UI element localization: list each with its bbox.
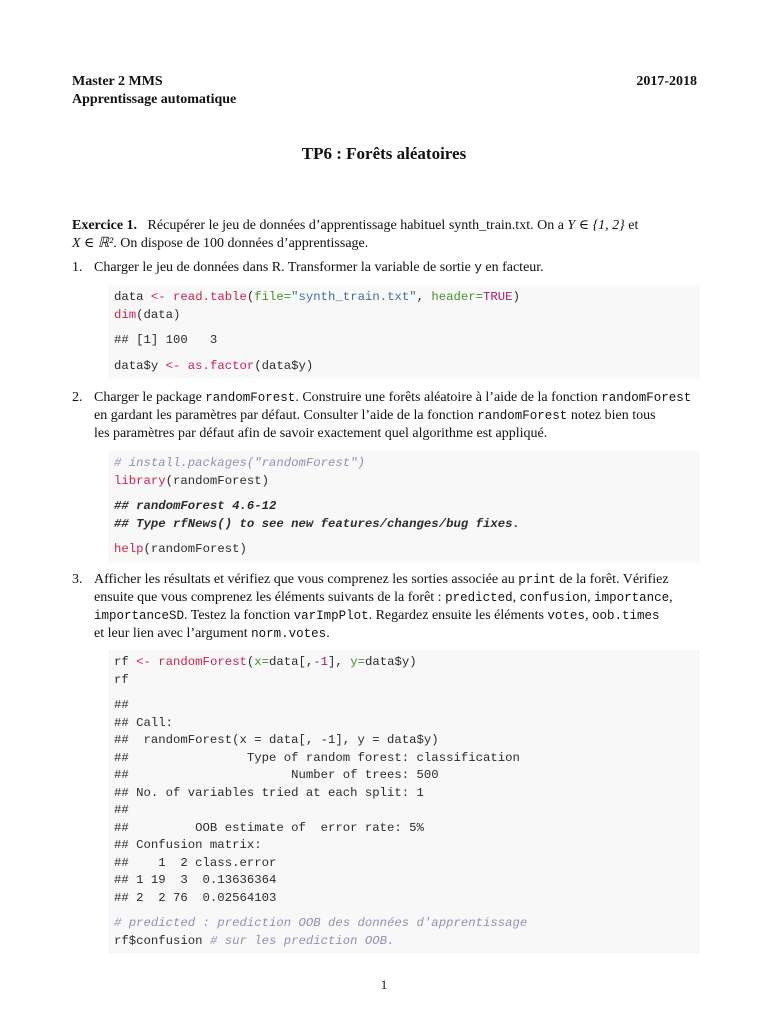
code-token: file=: [254, 290, 292, 304]
code-token: (: [246, 290, 255, 304]
item-text: les paramètres par défaut afin de savoir exactement quel algorithme est appliqué.: [94, 426, 548, 441]
inline-code: y: [474, 261, 482, 275]
code-token: as.factor: [180, 358, 255, 373]
code-token: help: [114, 542, 144, 556]
course-name: Master 2 MMS: [72, 74, 163, 89]
code-output: ## randomForest 4.6-12: [114, 499, 277, 513]
code-block-3: [108, 650, 700, 954]
math-y: Y ∈ {1, 2}: [567, 218, 625, 233]
exercise-text-b: et: [624, 218, 639, 233]
list-item-3: [72, 571, 714, 643]
code-output: ## 1 2 class.error: [114, 855, 277, 870]
code-token: (: [246, 655, 255, 669]
code-output: ## 2 2 76 0.02564103: [114, 890, 277, 905]
code-output: ## Call:: [114, 715, 174, 730]
code-output: ## [1] 100 3: [114, 333, 218, 347]
exercise-label: Exercice 1.: [72, 218, 138, 233]
inline-code: importanceSD: [94, 609, 185, 623]
inline-code: importance: [594, 591, 670, 605]
code-token: "synth_train.txt": [291, 290, 417, 304]
code-token: <-: [150, 290, 166, 304]
item-number: 2.: [72, 390, 83, 405]
code-output: ## No. of variables tried at each split: 1: [114, 785, 424, 800]
code-output: ## Confusion matrix:: [114, 838, 262, 852]
list-item-1: [72, 259, 714, 277]
item-text: Afficher les résultats et vérifiez que vous comprenez les sorties associée au: [94, 572, 519, 587]
code-token: <-: [136, 655, 151, 669]
code-output: ## randomForest(x = data[, -1], y = data$y): [114, 733, 439, 747]
code-token: dim: [114, 307, 137, 322]
inline-code: randomForest: [477, 409, 568, 423]
code-comment: # sur les prediction OOB.: [209, 933, 395, 948]
code-token: data$y): [364, 655, 417, 669]
item-text: . Testez la fonction: [184, 608, 294, 623]
code-output: ## Number of trees: 500: [114, 768, 439, 782]
item-text: ,: [587, 590, 595, 605]
code-token: -1: [313, 655, 329, 669]
code-token: rf: [114, 655, 137, 669]
code-output: ##: [114, 698, 129, 712]
item-text: . Construire une forêts aléatoire à l’aide de la fonction: [295, 390, 602, 405]
code-block-2: [108, 451, 700, 563]
page-number: 1: [380, 977, 388, 992]
inline-code: varImpPlot: [293, 609, 369, 623]
page-header: [72, 73, 697, 109]
code-token: (randomForest): [165, 473, 269, 488]
exercise-intro: [72, 217, 697, 253]
item-text: et leur lien avec l’argument: [94, 626, 252, 641]
inline-code: votes: [547, 609, 585, 623]
code-output: ##: [114, 803, 129, 817]
inline-code: oob.times: [591, 609, 660, 623]
item-text: notez bien tous: [567, 408, 656, 423]
exercise-text-c: . On dispose de 100 données d’apprentissage.: [113, 236, 369, 251]
code-token: rf$confusion: [114, 933, 210, 948]
item-text: Charger le jeu de données dans R. Transformer la variable de sortie: [94, 260, 475, 275]
code-token: rf: [114, 672, 129, 687]
item-number: 3.: [72, 572, 83, 587]
code-token: (data$y): [254, 358, 314, 373]
item-text: en facteur.: [481, 260, 544, 275]
exercise-text-a: Récupérer le jeu de données d’apprentissage habituel synth_train.txt. On a: [147, 218, 568, 233]
code-token: ,: [416, 290, 432, 304]
inline-code: randomForest: [205, 391, 296, 405]
item-text: ,: [512, 590, 520, 605]
item-text: . Regardez ensuite les éléments: [368, 608, 548, 623]
code-output: ## Type of random forest: classification: [114, 750, 520, 765]
academic-year: 2017-2018: [636, 74, 697, 89]
code-token: data[,: [269, 655, 314, 669]
code-token: library: [114, 473, 166, 488]
code-block-1: [108, 285, 700, 379]
code-token: TRUE: [483, 290, 513, 304]
code-token: (randomForest): [143, 542, 247, 556]
item-number: 1.: [72, 260, 83, 275]
item-text: .: [326, 626, 330, 641]
code-comment: # predicted : prediction OOB des données d'apprentissage: [114, 916, 528, 930]
code-token: data: [114, 290, 151, 304]
code-output: ## 1 19 3 0.13636364: [114, 873, 277, 887]
inline-code: norm.votes: [251, 627, 327, 641]
code-token: x=: [254, 655, 269, 669]
inline-code: randomForest: [601, 391, 692, 405]
code-output: ## Type rfNews() to see new features/changes/bug fixes.: [114, 516, 520, 531]
code-token: ],: [328, 655, 351, 669]
inline-code: confusion: [519, 591, 588, 605]
code-token: (data): [136, 307, 181, 322]
item-text: en gardant les paramètres par défaut. Consulter l’aide de la fonction: [94, 408, 478, 423]
code-token: randomForest: [150, 655, 247, 669]
code-output: ## OOB estimate of error rate: 5%: [114, 820, 424, 835]
code-comment: # install.packages("randomForest"): [114, 456, 365, 470]
subject-name: Apprentissage automatique: [72, 92, 237, 107]
code-token: ): [512, 290, 520, 304]
document-title: TP6 : Forêts aléatoires: [301, 144, 467, 163]
inline-code: print: [518, 573, 556, 587]
item-text: ,: [584, 608, 592, 623]
inline-code: predicted: [445, 591, 513, 605]
list-item-2: [72, 389, 714, 443]
math-x: X ∈ ℝ²: [72, 236, 114, 251]
item-text: ,: [669, 590, 673, 605]
code-token: y=: [350, 655, 365, 669]
code-token: header=: [431, 290, 484, 304]
code-token: read.table: [165, 290, 247, 304]
code-token: <-: [165, 358, 181, 373]
code-token: data$y: [114, 358, 166, 373]
item-text: Charger le package: [94, 390, 206, 405]
item-text: ensuite que vous comprenez les éléments suivants de la forêt :: [94, 590, 446, 605]
item-text: de la forêt. Vérifiez: [555, 572, 669, 587]
